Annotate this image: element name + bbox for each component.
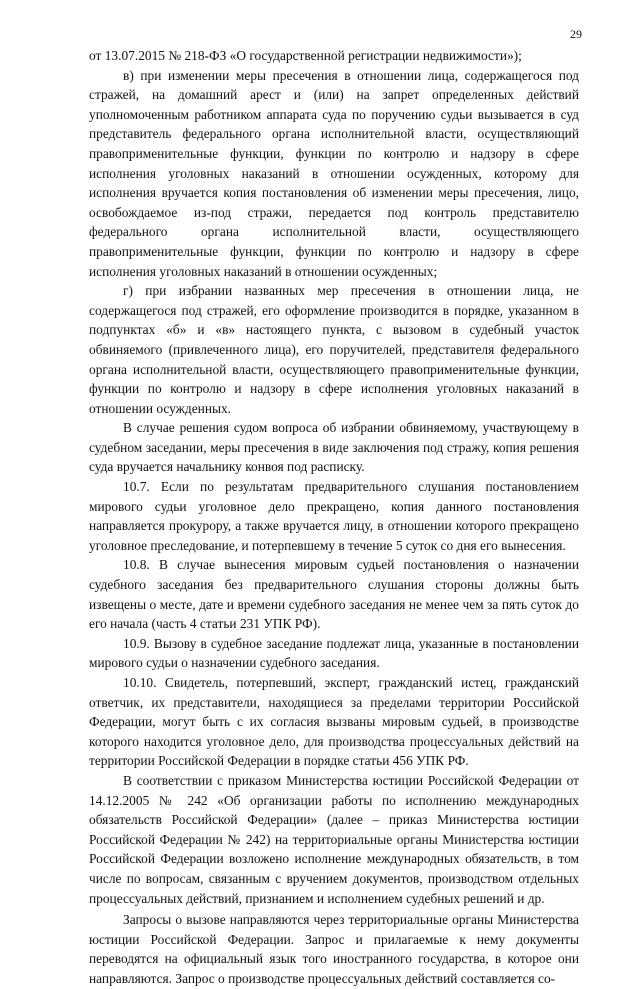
paragraph-ministry-order: В соответствии с приказом Министерства юстиции Российской Федерации от 14.12.2005 № 242 «Об организации работы по исполнению международных обязательств Российской Федерации» (далее – приказ Министерства юстиции Российской Федерации № 242) на территориальные органы Министерства юстиции Российской Федерации возложено исполнение международных обязательств, в том числе по вопросам, связанным с вручением документов, производством отдельных процессуальных действий, признанием и исполнением судебных решений и др. [89,772,579,906]
paragraph-subitem-g: г) при избрании названных мер пресечения в отношении лица, не содержащегося под стражей, его оформление производится в порядке, указанном в подпунктах «б» и «в» настоящего пункта, с вызовом в судебный участок обвиняемого (привлеченного лица), его поручителей, представителя федерального органа исполнительной власти, осуществляющего правоприменительные функции, функции по контролю и надзору в сфере исполнения уголовных наказаний в отношении осужденных. [89,283,579,416]
paragraph-10-10: 10.10. Свидетель, потерпевший, эксперт, гражданский истец, гражданский ответчик, их представители, находящиеся за пределами территории Российской Федерации, могут быть с их согласия вызваны мировым судьей, в производстве которого находится уголовное дело, для производства процессуальных действий на территории Российской Федерации в порядке статьи 456 УПК РФ. [89,675,579,769]
paragraph-summons-requests: Запросы о вызове направляются через территориальные органы Министерства юстиции Российской Федерации. Запрос и прилагаемые к нему документы переводятся на официальный язык того иностранного государства, в которое они направляются. Запрос о производстве процессуальных действий составляется со- [89,912,579,986]
paragraph-continuation: от 13.07.2015 № 218-ФЗ «О государственной регистрации недвижимости»); [89,48,522,63]
paragraph-subitem-v: в) при изменении меры пресечения в отношении лица, содержащегося под стражей, на домашний арест и (или) на запрет определенных действий уполномоченным работником аппарата суда по поручению судьи вызывается в суд представитель федерального органа исполнительной власти, осуществляющий правоприменительные функции, функции по контролю и надзору в сфере исполнения уголовных наказаний в отношении осужденных, которому для исполнения вручается копия постановления об изменении меры пресечения, лицо, освобождаемое из-под стражи, передается под контроль представителю федерального органа исполнительной власти, осуществляющего правоприменительные функции, функции по контролю и надзору в сфере исполнения уголовных наказаний в отношении осужденных; [89,67,579,279]
paragraph-10-9: 10.9. Вызову в судебное заседание подлежат лица, указанные в постановлении мирового судьи о назначении судебного заседания. [89,635,579,671]
paragraph-10-8: 10.8. В случае вынесения мировым судьей постановления о назначении судебного заседания без предварительного слушания стороны должны быть извещены о месте, дате и времени судебного заседания не менее чем за пять суток до его начала (часть 4 статьи 231 УПК РФ). [89,557,579,632]
page-number: 29 [570,27,582,41]
paragraph-10-7: 10.7. Если по результатам предварительного слушания постановлением мирового судьи уголовное дело прекращено, копия данного постановления направляется прокурору, а также вручается лицу, в отношении которого прекращено уголовное преследование, и потерпевшему в течение 5 суток со дня его вынесения. [89,479,579,553]
paragraph-custody-copy: В случае решения судом вопроса об избрании обвиняемому, участвующему в судебном заседании, меры пресечения в виде заключения под стражу, копия решения суда вручается начальнику конвоя под расписку. [89,420,579,475]
document-body [89,46,579,989]
